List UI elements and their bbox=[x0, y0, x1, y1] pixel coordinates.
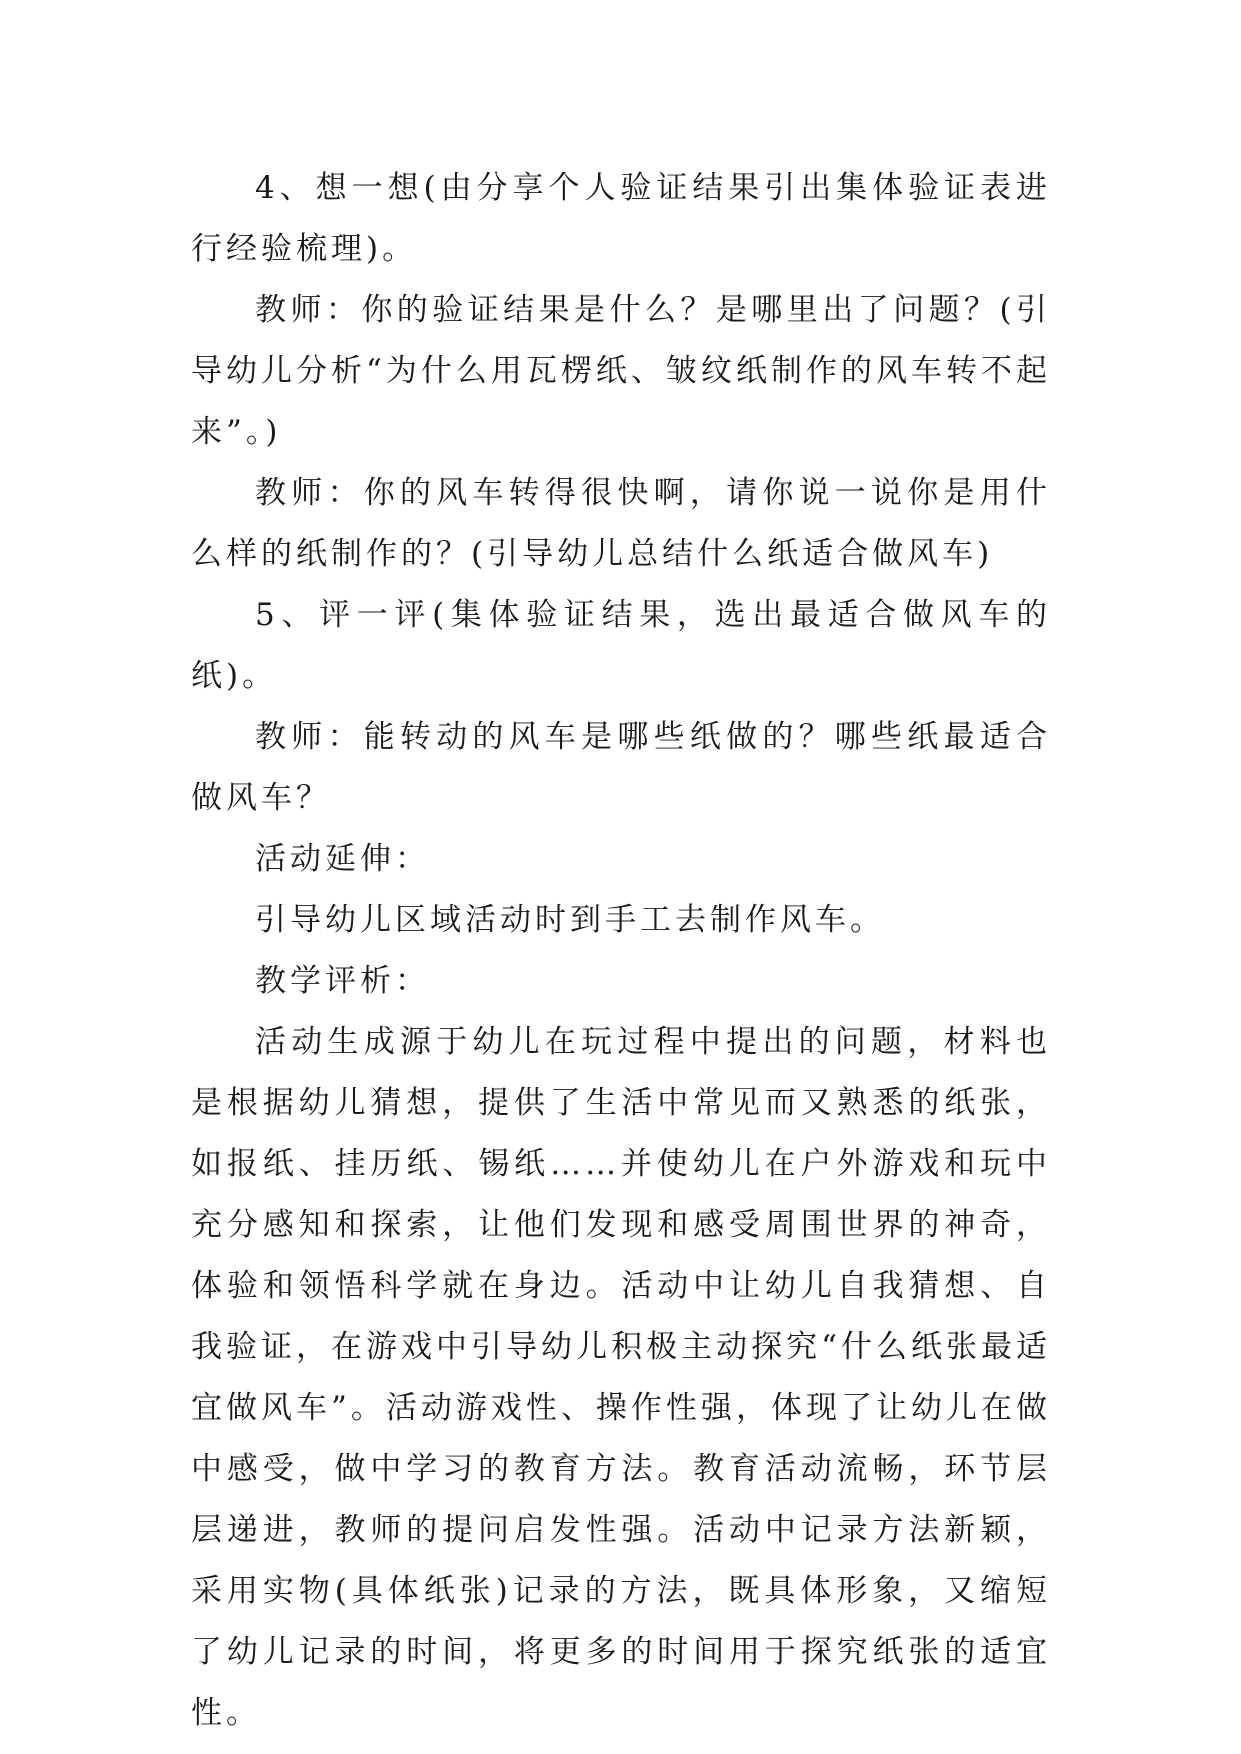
paragraph-teacher-question-1: 教师：你的验证结果是什么？是哪里出了问题？(引导幼儿分析“为什么用瓦楞纸、皱纹纸制作的风车转不起来”。) bbox=[191, 292, 1051, 450]
paragraph-activity-extension: 引导幼儿区域活动时到手工去制作风车。 bbox=[255, 902, 885, 938]
paragraph-step-5: 5、评一评(集体验证结果，选出最适合做风车的纸)。 bbox=[191, 597, 1051, 694]
heading-teaching-analysis: 教学评析： bbox=[255, 963, 430, 999]
heading-activity-extension: 活动延伸： bbox=[255, 841, 430, 877]
paragraph-teacher-question-2: 教师：你的风车转得很快啊，请你说一说你是用什么样的纸制作的？(引导幼儿总结什么纸适合做风车) bbox=[191, 475, 1051, 572]
document-body bbox=[191, 158, 1051, 1744]
paragraph-teaching-analysis: 活动生成源于幼儿在玩过程中提出的问题，材料也是根据幼儿猜想，提供了生活中常见而又熟悉的纸张，如报纸、挂历纸、锡纸……并使幼儿在户外游戏和玩中充分感知和探索，让他们发现和感受周围世界的神奇，体验和领悟科学就在身边。活动中让幼儿自我猜想、自我验证，在游戏中引导幼儿积极主动探究“什么纸张最适宜做风车”。活动游戏性、操作性强，体现了让幼儿在做中感受，做中学习的教育方法。教育活动流畅，环节层层递进，教师的提问启发性强。活动中记录方法新颖，采用实物(具体纸张)记录的方法，既具体形象，又缩短了幼儿记录的时间，将更多的时间用于探究纸张的适宜性。 bbox=[191, 1024, 1051, 1731]
paragraph-teacher-question-3: 教师：能转动的风车是哪些纸做的？哪些纸最适合做风车？ bbox=[191, 719, 1051, 816]
paragraph-step-4: 4、想一想(由分享个人验证结果引出集体验证表进行经验梳理)。 bbox=[191, 170, 1051, 267]
